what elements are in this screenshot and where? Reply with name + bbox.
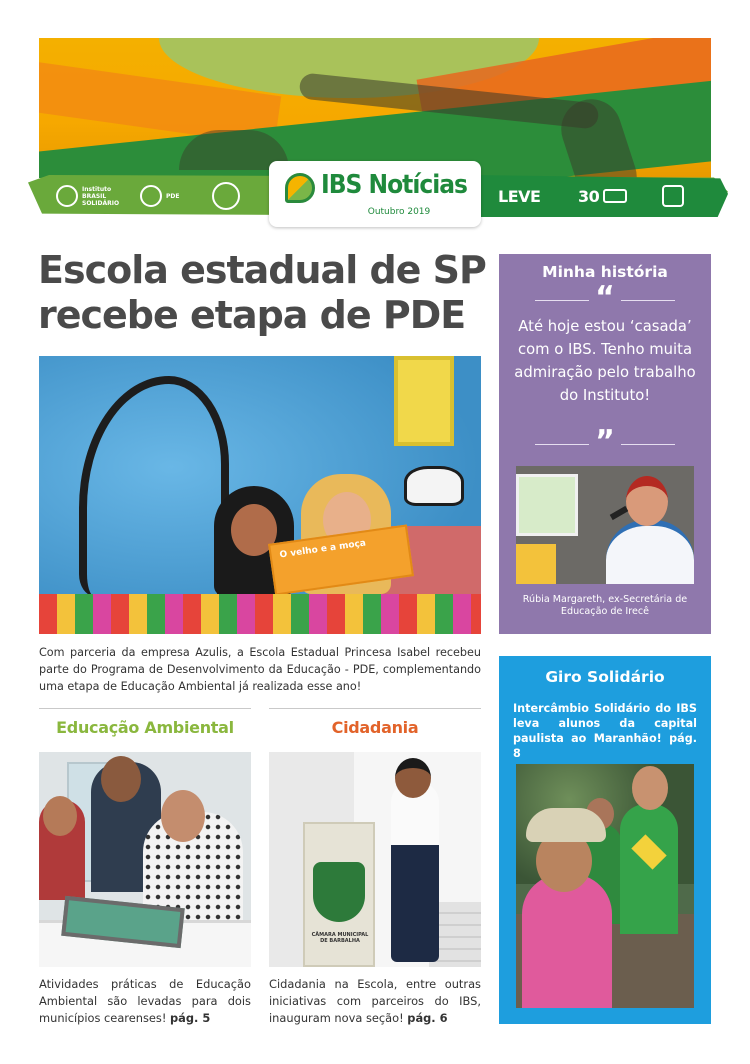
header-banner-photo [39,38,711,178]
page-reference[interactable]: pág. 6 [407,1011,448,1025]
podium-text: CÂMARA MUNICIPAL DE BARBALHA [311,932,369,944]
heart-icon [56,185,78,207]
reading-logo [662,182,684,210]
open-quote-icon: “ [595,280,615,315]
partner-logo-label: Instituto BRASIL SOLIDÁRIO [82,185,120,207]
thirty-years-logo [578,182,627,210]
divider [269,708,481,709]
giro-text: Intercâmbio Solidário do IBS leva alunos da capital paulista ao Maranhão! pág. 8 [513,702,697,760]
coat-of-arms-icon [313,862,365,922]
section-cidadania [269,708,481,737]
reader-icon [662,185,684,207]
page-reference[interactable]: pág. 8 [513,732,697,760]
microphone-icon [610,506,629,520]
instituto-brasil-solidario-logo [56,182,119,210]
issue-date: Outubro 2019 [367,207,431,217]
close-quote-row [535,424,675,459]
story-portrait-photo [516,466,694,584]
main-article-caption: Com parceria da empresa Azulis, a Escola Estadual Princesa Isabel recebeu parte do Programa de Desenvolvimento da Educação - PDE, complementando uma etapa de Educação Ambiental já realizada esse ano! [39,646,481,693]
main-headline: Escola estadual de SP recebe etapa de PDE [38,248,486,337]
cidadania-photo [269,752,481,967]
section-heading: Educação Ambiental [56,718,234,737]
book-icon [603,189,627,203]
seal-icon [212,182,240,210]
speech-bubble-icon [285,173,315,203]
story-quote: Até hoje estou ‘casada’ com o IBS. Tenho muita admiração pelo trabalho do Instituto! [514,318,696,404]
main-article-photo [39,356,481,634]
masthead [269,161,481,227]
section-educacao-ambiental [39,708,251,737]
cidadania-caption: Cidadania na Escola, entre outras iniciativas com parceiros do IBS, inauguram nova seção! pág. 6 [269,977,481,1025]
leve-logo [498,182,540,210]
seal-logo [212,182,240,210]
partner-logo-label: PDE [166,192,180,200]
section-heading: Cidadania [331,718,419,737]
partner-logo-label: LEVE [498,186,541,206]
pde-logo [140,182,179,210]
educacao-ambiental-photo [39,752,251,967]
open-quote-row [535,280,675,315]
educacao-ambiental-caption: Atividades práticas de Educação Ambiental são levadas para dois municípios cearenses! pág. 5 [39,977,251,1025]
close-quote-icon: ” [595,424,615,459]
tree-icon [140,185,162,207]
partner-logo-label: 30 [578,186,600,206]
masthead-title: IBS Notícias [321,170,467,200]
book-title: O velho e a moça [279,538,367,561]
giro-heading: Giro Solidário [545,668,665,686]
page-reference[interactable]: pág. 5 [170,1011,211,1025]
story-heading: Minha história [542,263,668,281]
story-photo-credit: Rúbia Margareth, ex-Secretária de Educação de Irecê [522,594,688,617]
giro-solidario-photo [516,764,694,1008]
divider [39,708,251,709]
